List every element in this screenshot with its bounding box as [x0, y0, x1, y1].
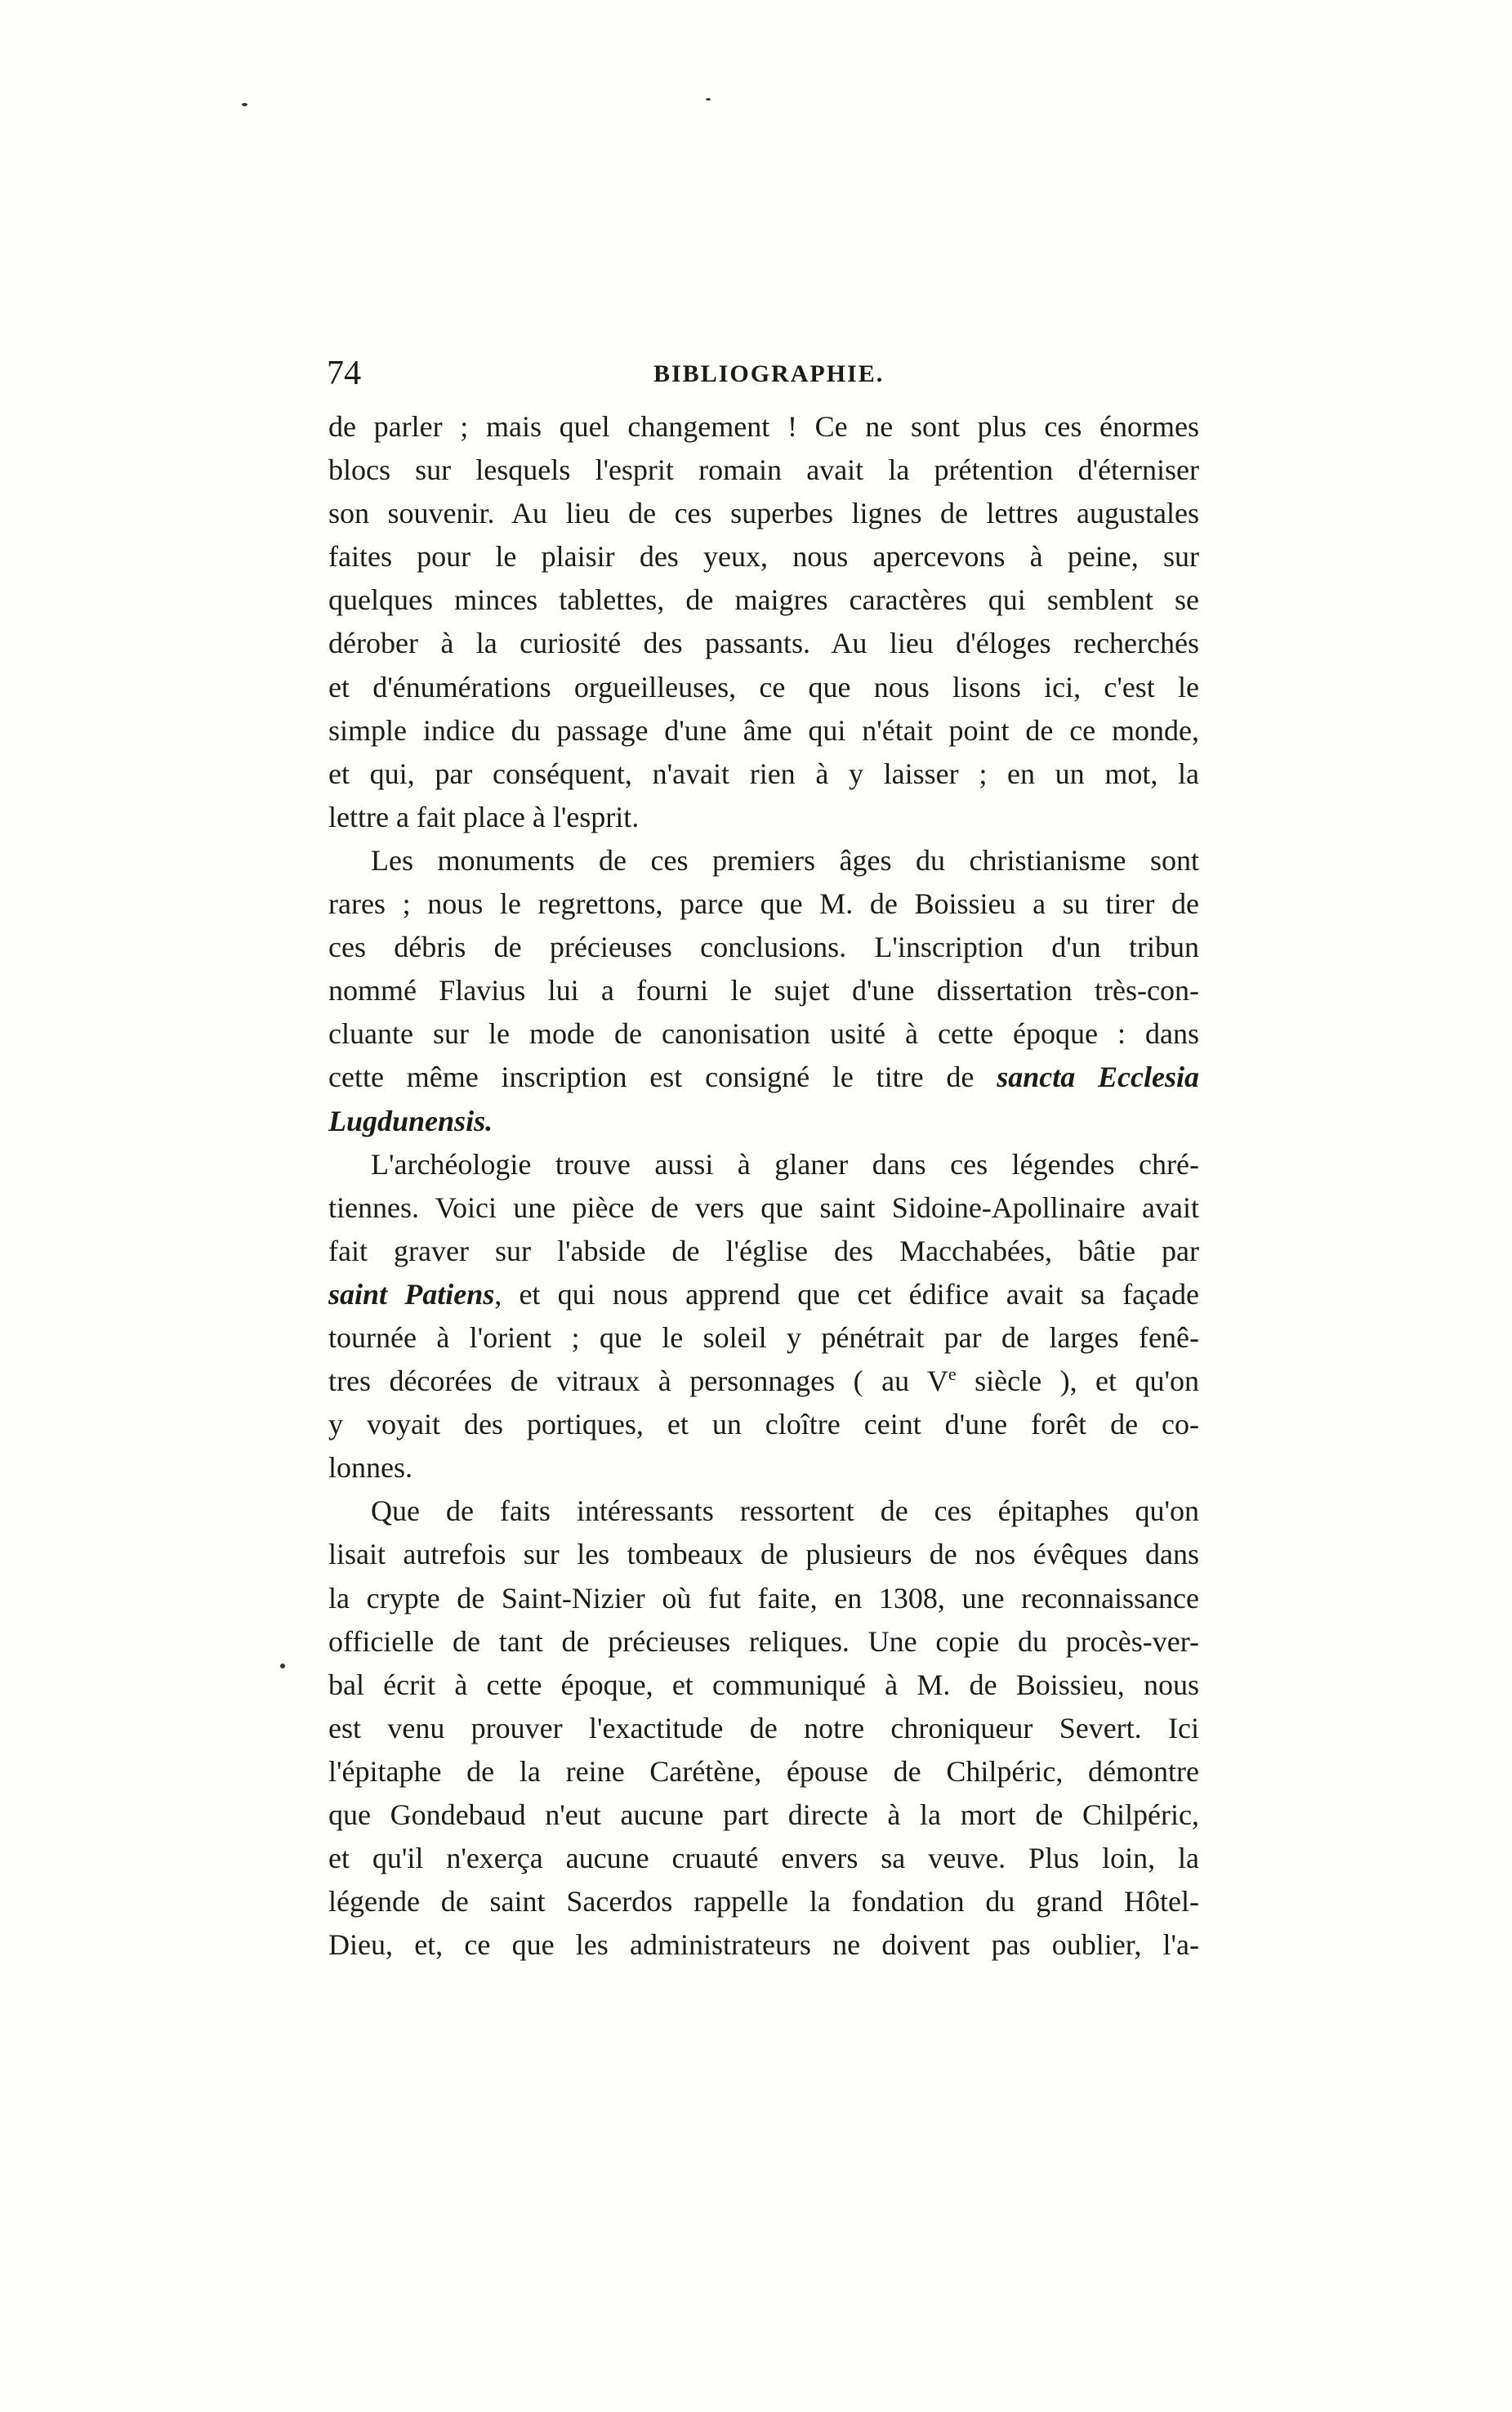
text-line: tournée à l'orient ; que le soleil y pénétrait par de larges fenê-	[328, 1320, 1199, 1354]
text-line: ces débris de précieuses conclusions. L'inscription d'un tribun	[328, 931, 1199, 964]
text-line: et qui, par conséquent, n'avait rien à y laisser ; en un mot, la	[328, 757, 1199, 790]
text-line: quelques minces tablettes, de maigres caractères qui semblent se	[328, 583, 1199, 617]
text-line: tiennes. Voici une pièce de vers que saint Sidoine-Apollinaire avait	[328, 1190, 1199, 1224]
page-number: 74	[327, 355, 361, 392]
scan-speck	[242, 103, 248, 106]
text-line: Les monuments de ces premiers âges du christianisme sont	[371, 843, 1199, 877]
text-line: bal écrit à cette époque, et communiqué à M. de Boissieu, nous	[328, 1668, 1199, 1701]
italic-text: Lugdunensis.	[328, 1104, 493, 1137]
text-line: que Gondebaud n'eut aucune part directe à la mort de Chilpéric,	[328, 1798, 1199, 1831]
text-fragment: cette même inscription est consigné le titre de	[328, 1061, 975, 1094]
text-line: y voyait des portiques, et un cloître ceint d'une forêt de co-	[328, 1408, 1199, 1441]
text-fragment: , et qui nous apprend que cet édifice avait sa façade	[494, 1277, 1199, 1311]
text-line: fait graver sur l'abside de l'église des Macchabées, bâtie par	[328, 1234, 1199, 1267]
text-fragment: siècle ), et qu'on	[956, 1365, 1200, 1398]
text-line: officielle de tant de précieuses reliques. Une copie du procès-ver-	[328, 1624, 1199, 1658]
text-line: L'archéologie trouve aussi à glaner dans ces légendes chré-	[371, 1147, 1199, 1181]
text-line	[328, 1100, 1199, 1143]
text-line: blocs sur lesquels l'esprit romain avait la prétention d'éterniser	[328, 453, 1199, 487]
text-line: nommé Flavius lui a fourni le sujet d'une dissertation très-con-	[328, 974, 1199, 1007]
text-line: de parler ; mais quel changement ! Ce ne sont plus ces énormes	[328, 410, 1199, 443]
scan-speck	[706, 98, 711, 100]
text-line	[328, 1273, 1199, 1316]
text-line: simple indice du passage d'une âme qui n'était point de ce monde,	[328, 713, 1199, 747]
text-line: son souvenir. Au lieu de ces superbes lignes de lettres augustales	[328, 497, 1199, 530]
text-line: et qu'il n'exerça aucune cruauté envers sa veuve. Plus loin, la	[328, 1842, 1199, 1875]
text-line: lonnes.	[328, 1451, 413, 1485]
body-text	[328, 405, 1199, 1967]
running-title: BIBLIOGRAPHIE.	[653, 360, 885, 387]
text-line: l'épitaphe de la reine Carétène, épouse de Chilpéric, démontre	[328, 1754, 1199, 1788]
text-line: Que de faits intéressants ressortent de ces épitaphes qu'on	[371, 1494, 1199, 1528]
italic-text: sancta Ecclesia	[997, 1061, 1199, 1094]
paragraph-2	[328, 839, 1199, 1143]
scan-speck	[280, 1664, 285, 1668]
text-line: cluante sur le mode de canonisation usité à cette époque : dans	[328, 1017, 1199, 1051]
superscript: e	[948, 1364, 957, 1385]
text-fragment: tres décorées de vitraux à personnages ( au V	[328, 1365, 948, 1398]
text-line: lettre a fait place à l'esprit.	[328, 800, 640, 833]
paragraph-4	[328, 1490, 1199, 1967]
paragraph-1	[328, 405, 1199, 839]
page-header	[327, 353, 1201, 394]
text-line: lisait autrefois sur les tombeaux de plusieurs de nos évêques dans	[328, 1538, 1199, 1571]
text-line	[328, 1056, 1199, 1099]
text-line: rares ; nous le regrettons, parce que M. de Boissieu a su tirer de	[328, 887, 1199, 921]
text-line: et d'énumérations orgueilleuses, ce que nous lisons ici, c'est le	[328, 670, 1199, 704]
italic-text: saint Patiens	[328, 1277, 495, 1311]
text-line: faites pour le plaisir des yeux, nous apercevons à peine, sur	[328, 540, 1199, 574]
paragraph-3	[328, 1143, 1199, 1490]
text-line: dérober à la curiosité des passants. Au lieu d'éloges recherchés	[328, 627, 1199, 660]
text-line: la crypte de Saint-Nizier où fut faite, en 1308, une reconnaissance	[328, 1581, 1199, 1615]
text-line: légende de saint Sacerdos rappelle la fondation du grand Hôtel-	[328, 1885, 1199, 1918]
text-line	[328, 1360, 1199, 1403]
text-line: est venu prouver l'exactitude de notre chroniqueur Severt. Ici	[328, 1711, 1199, 1744]
text-line: Dieu, et, ce que les administrateurs ne doivent pas oublier, l'a-	[328, 1928, 1199, 1962]
